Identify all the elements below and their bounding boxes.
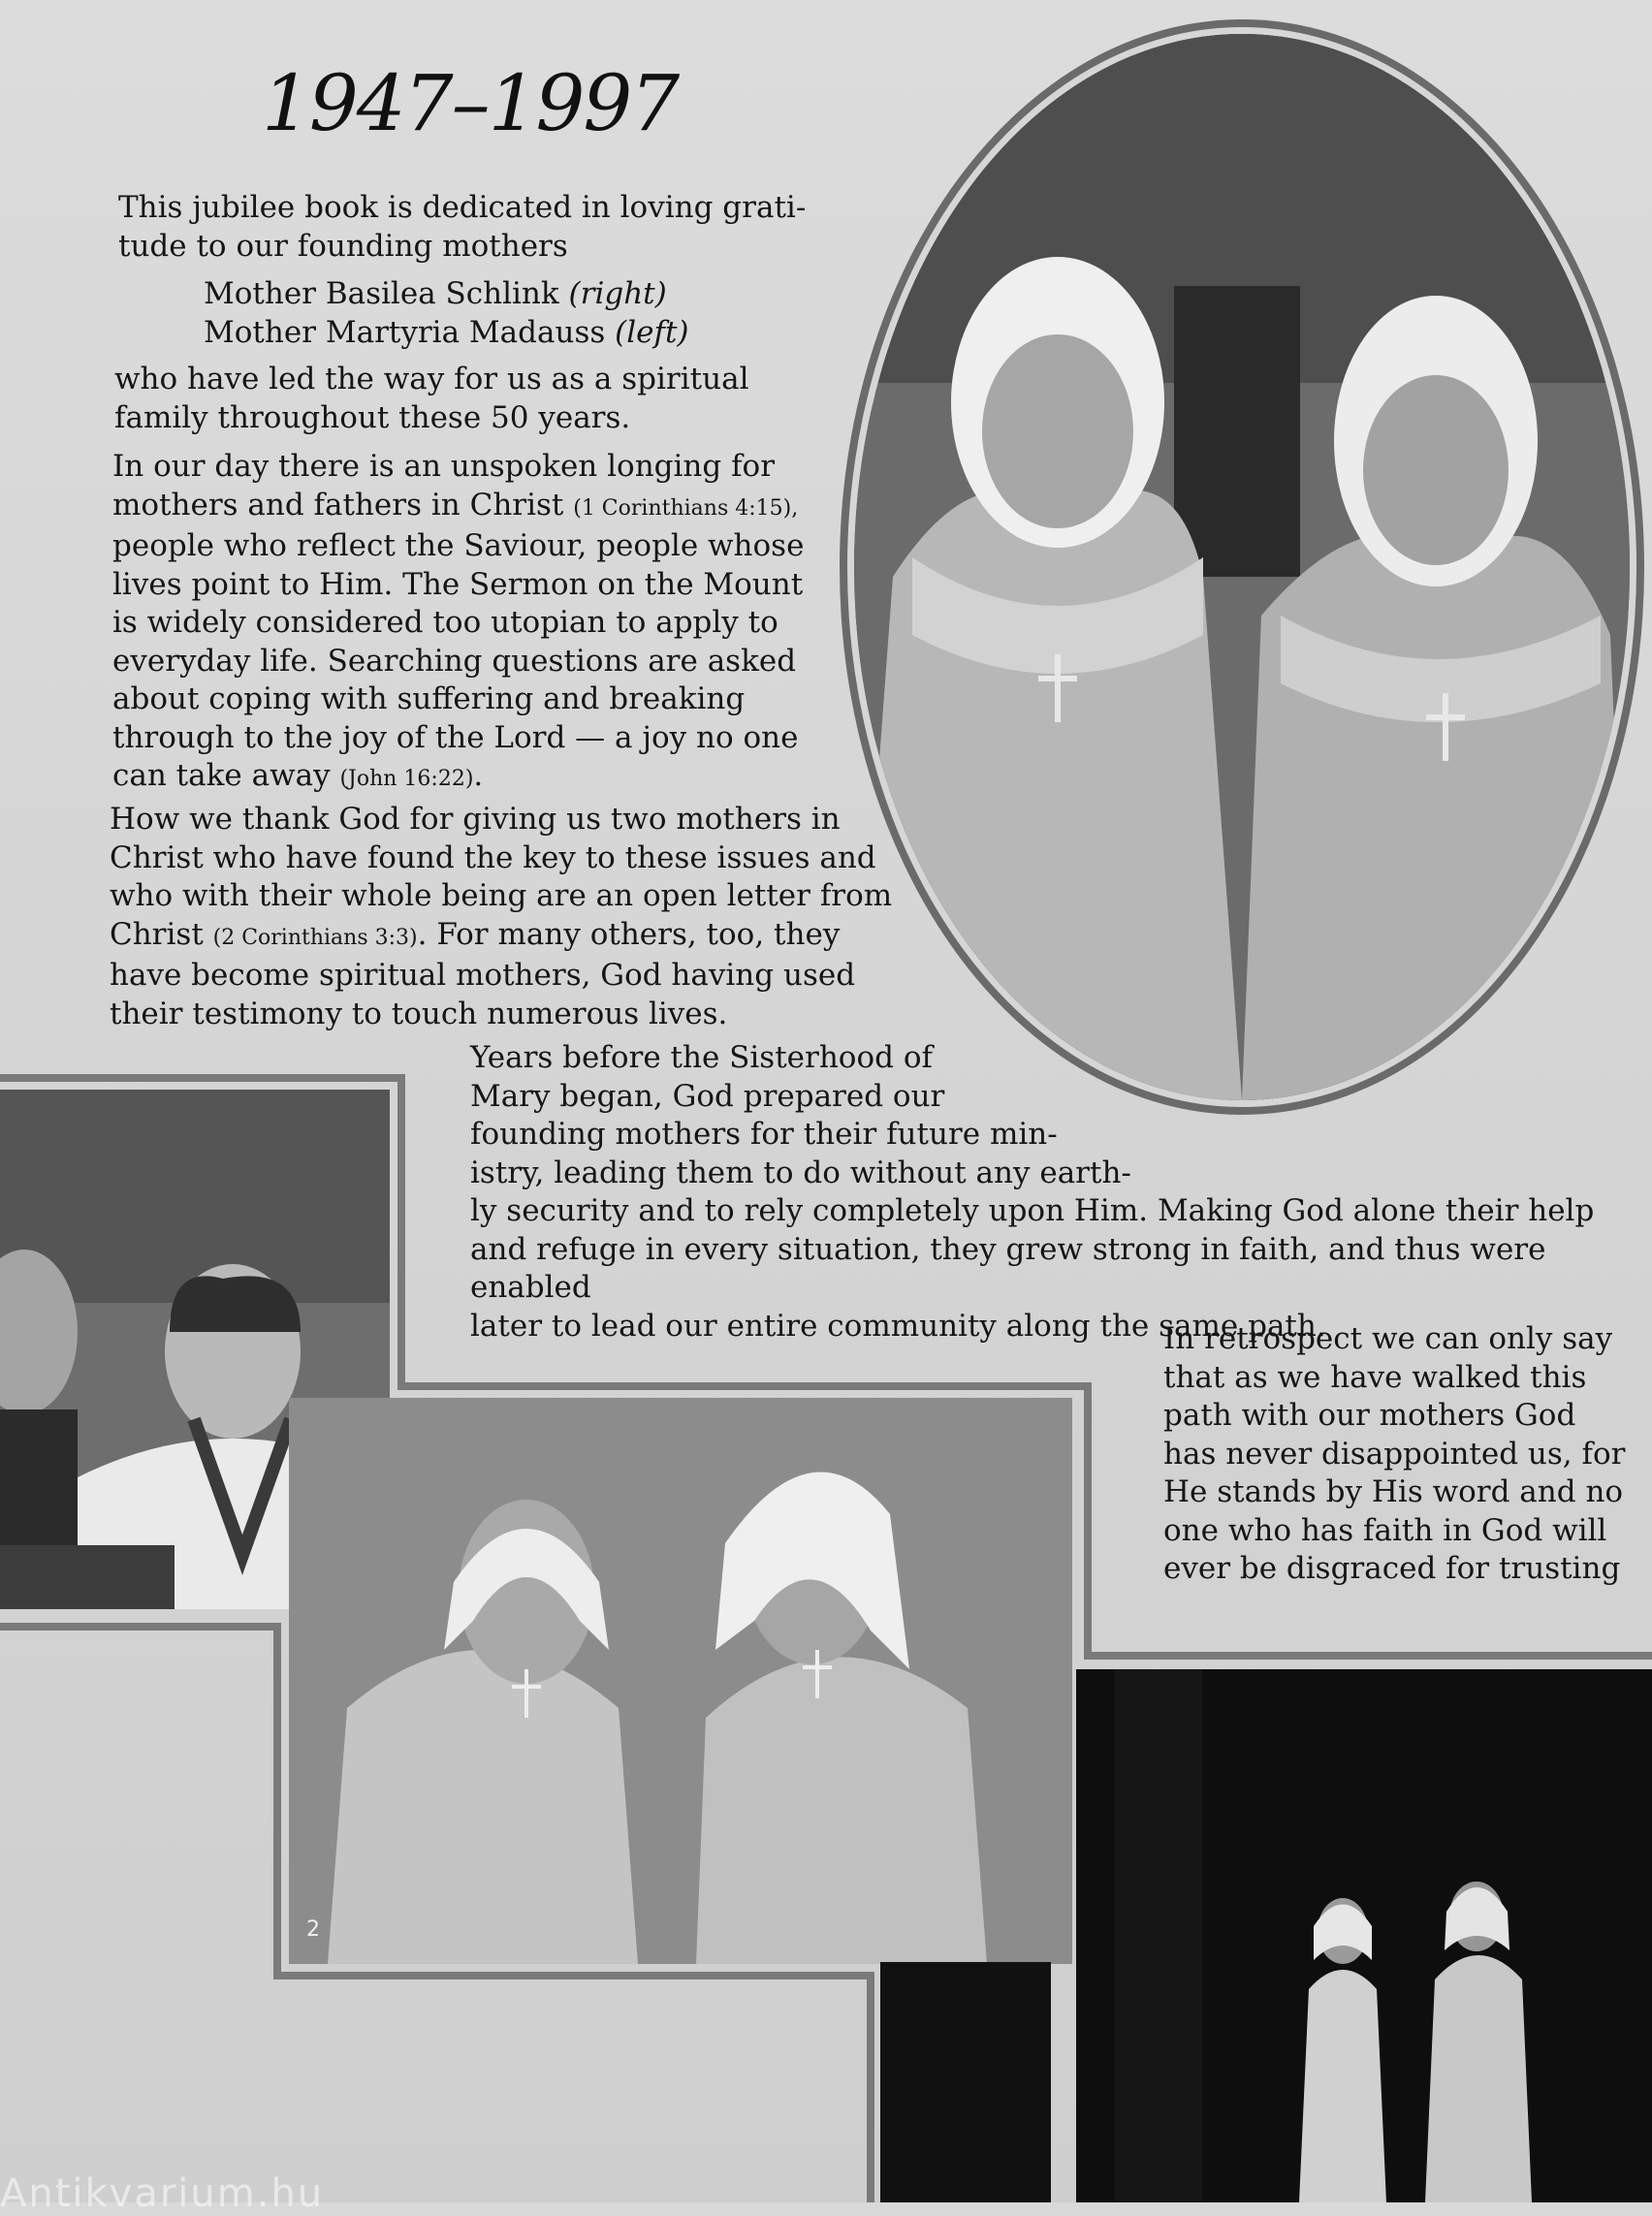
mothers-walking-illustration <box>1076 1669 1652 2202</box>
frame-line <box>0 1623 281 1630</box>
text-line: ly security and to rely completely upon Him. Making God alone their help <box>470 1193 1595 1228</box>
frame-line <box>397 1382 1092 1390</box>
founding-mothers-portrait-photo <box>854 34 1630 1100</box>
text-line: later to lead our entire community along the same path. <box>470 1308 1326 1344</box>
scripture-reference: (2 Corinthians 3:3) <box>212 925 418 950</box>
text-line: Mary began, God prepared our <box>470 1078 945 1114</box>
text-line: has never disappointed us, for <box>1163 1436 1626 1472</box>
text-line: family throughout these 50 years. <box>114 399 631 435</box>
text-line: tude to our founding mothers <box>118 228 568 264</box>
mothers-list <box>204 275 689 352</box>
frame-line <box>1084 1652 1652 1660</box>
text-line: have become spiritual mothers, God having used <box>110 958 856 993</box>
text-line: through to the joy of the Lord — a joy no one <box>112 719 799 755</box>
mothers-conversation-photo <box>289 1398 1072 1964</box>
mothers-walking-photo <box>1076 1669 1652 2202</box>
preparation-paragraph <box>470 1039 1595 1345</box>
text-line: ever be disgraced for trusting <box>1163 1551 1621 1586</box>
longing-paragraph <box>112 448 804 799</box>
text-line: mothers and fathers in Christ <box>112 487 574 522</box>
text-line: Years before the Sisterhood of <box>470 1040 933 1075</box>
text-line: that as we have walked this <box>1163 1359 1587 1395</box>
photo-number: 2 <box>306 1917 320 1942</box>
page-title: 1947–1997 <box>262 58 679 148</box>
text-line: people who reflect the Saviour, people whose <box>112 528 805 563</box>
text-line: who have led the way for us as a spiritual <box>114 362 749 396</box>
scripture-reference: (1 Corinthians 4:15), <box>573 495 799 521</box>
text-line: and refuge in every situation, they grew strong in faith, and thus were enabled <box>470 1231 1546 1305</box>
portrait-illustration <box>854 34 1630 1100</box>
watermark: Antikvarium.hu <box>0 2171 325 2216</box>
retrospect-paragraph <box>1163 1320 1625 1589</box>
leadership-paragraph <box>114 361 764 437</box>
mother-position: (left) <box>615 314 689 350</box>
dark-photo-strip <box>880 1962 1051 2202</box>
text-line: lives point to Him. The Sermon on the Mount <box>112 566 804 602</box>
mother-name: Mother Basilea Schlink <box>204 276 559 311</box>
text-line: . <box>473 758 484 793</box>
frame-line <box>0 1074 405 1082</box>
frame-line <box>273 1972 874 1979</box>
frame-line <box>1084 1382 1092 1660</box>
text-line: istry, leading them to do without any earth- <box>470 1155 1131 1190</box>
text-line: one who has faith in God will <box>1163 1512 1607 1548</box>
mother-position: (right) <box>568 276 667 311</box>
frame-line <box>397 1074 405 1390</box>
text-line: . For many others, too, they <box>417 916 841 952</box>
frame-line <box>867 1972 874 2202</box>
text-line: about coping with suffering and breaking <box>112 681 746 716</box>
dedication-paragraph <box>118 189 806 266</box>
text-line: He stands by His word and no <box>1163 1474 1624 1509</box>
text-line: their testimony to touch numerous lives. <box>110 996 728 1031</box>
mother-name: Mother Martyria Madauss <box>204 314 606 350</box>
text-line: Christ <box>110 916 213 952</box>
text-line: How we thank God for giving us two mothers in <box>110 802 841 837</box>
text-line: founding mothers for their future min- <box>470 1117 1058 1152</box>
frame-line <box>273 1623 281 1979</box>
founding-mothers-portrait-frame <box>840 19 1644 1115</box>
text-line: is widely considered too utopian to apply to <box>112 605 778 640</box>
text-line: can take away <box>112 758 340 793</box>
text-line: path with our mothers God <box>1163 1398 1576 1433</box>
text-line: In our day there is an unspoken longing for <box>112 449 776 484</box>
text-line: everyday life. Searching questions are asked <box>112 643 797 679</box>
mothers-conversation-illustration <box>289 1398 1072 1964</box>
text-line: Christ who have found the key to these issues and <box>110 839 876 875</box>
text-line: who with their whole being are an open letter from <box>110 878 893 913</box>
scripture-reference: (John 16:22) <box>339 767 474 791</box>
thanks-paragraph <box>110 801 892 1033</box>
text-line: This jubilee book is dedicated in loving grati- <box>118 190 807 225</box>
text-line: In retrospect we can only say <box>1163 1321 1613 1356</box>
